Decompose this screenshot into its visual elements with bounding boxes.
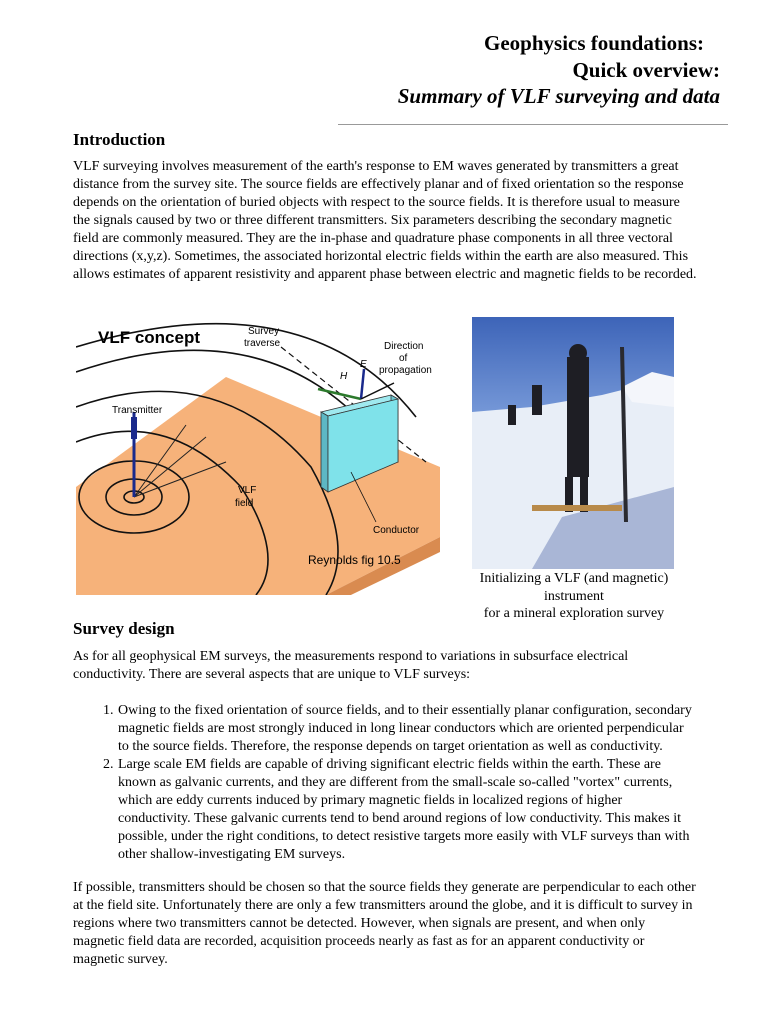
photo-caption-line-2: instrument — [544, 588, 604, 604]
direction-label-2: of — [399, 353, 408, 364]
transmitter-label: Transmitter — [112, 405, 163, 416]
introduction-paragraph: VLF surveying involves measurement of the earth's response to EM waves generated by transmitters a great distance from the survey site. The source fields are effectively planar and of fixed orientation so the response depends on the orientation of buried objects with respect to the source fields. It is therefore usual to measure the signals caused by two or three different transmitters. Six parameters describing the secondary magnetic field are commonly measured. They are the in-phase and quadrature phase components in all three vectoral directions (x,y,z). Sometimes, the associated horizontal electric fields within the earth are also measured. This allows estimates of apparent resistivity and apparent phase between electric and magnetic fields to be recorded. — [73, 159, 697, 282]
e-label: E — [360, 359, 367, 370]
photo-caption — [454, 570, 694, 623]
h-label: H — [340, 371, 348, 382]
survey-traverse-label-1: Survey — [248, 326, 280, 337]
transmitter-top — [131, 417, 137, 439]
survey-design-list — [73, 702, 698, 864]
survey-design-closing: If possible, transmitters should be chosen so that the source fields they generate are perpendicular to each other at the field site. Unfortunately there are only a few transmitters around the globe, and it is difficult to survey in regions where two transmitters cannot be detected. However, when signals are present, and when only magnetic field data are recorded, acquisition proceeds nearly as fast as for an apparent conductivity or magnetic survey. — [73, 880, 696, 967]
direction-label-3: propagation — [379, 365, 432, 376]
introduction-heading: Introduction — [73, 130, 166, 149]
title-line-3: Summary of VLF surveying and data — [397, 84, 720, 108]
photo-sled — [532, 505, 622, 511]
list-item: 1. Owing to the fixed orientation of source fields, and to their essentially planar configuration, secondary magnetic fields are most strongly induced in long linear conductors which are oriented perpendicular to the source fields. Therefore, the response depends on target orientation as well as conductivity. — [117, 702, 698, 756]
figure-title: VLF concept — [98, 328, 201, 347]
list-item: 2. Large scale EM fields are capable of driving significant electric fields within the earth. These are known as galvanic currents, and they are different from the small-scale so-called "vortex" currents, which are eddy currents induced by primary magnetic fields in localized regions of higher conductivity. These galvanic currents tend to bend around regions of low conductivity. This makes it possible, under the right conditions, to detect resistive targets more easily with VLF surveys than with other shallow-investigating EM surveys. — [117, 756, 698, 864]
survey-design-heading: Survey design — [73, 619, 175, 638]
e-vector — [361, 369, 364, 399]
survey-traverse-label-2: traverse — [244, 338, 281, 349]
survey-design-intro: As for all geophysical EM surveys, the measurements respond to variations in subsurface electrical conductivity. There are several aspects that are unique to VLF surveys: — [73, 649, 629, 682]
photo-caption-line-1: Initializing a VLF (and magnetic) — [479, 571, 669, 586]
title-line-2: Quick overview: — [572, 58, 720, 82]
conductor-label: Conductor — [373, 525, 420, 536]
vlf-concept-figure — [76, 317, 440, 595]
vlf-field-label-1: VLF — [238, 485, 257, 496]
header-rule — [338, 124, 728, 125]
title-line-1: Geophysics foundations: — [484, 31, 704, 55]
vlf-field-label-2: field — [235, 498, 254, 509]
figure-credit: Reynolds fig 10.5 — [308, 553, 401, 567]
h-vector — [318, 389, 361, 399]
photo-caption-line-3: for a mineral exploration survey — [483, 606, 665, 621]
conductor-front — [321, 412, 328, 492]
direction-label-1: Direction — [384, 341, 424, 352]
field-photo — [472, 317, 674, 569]
